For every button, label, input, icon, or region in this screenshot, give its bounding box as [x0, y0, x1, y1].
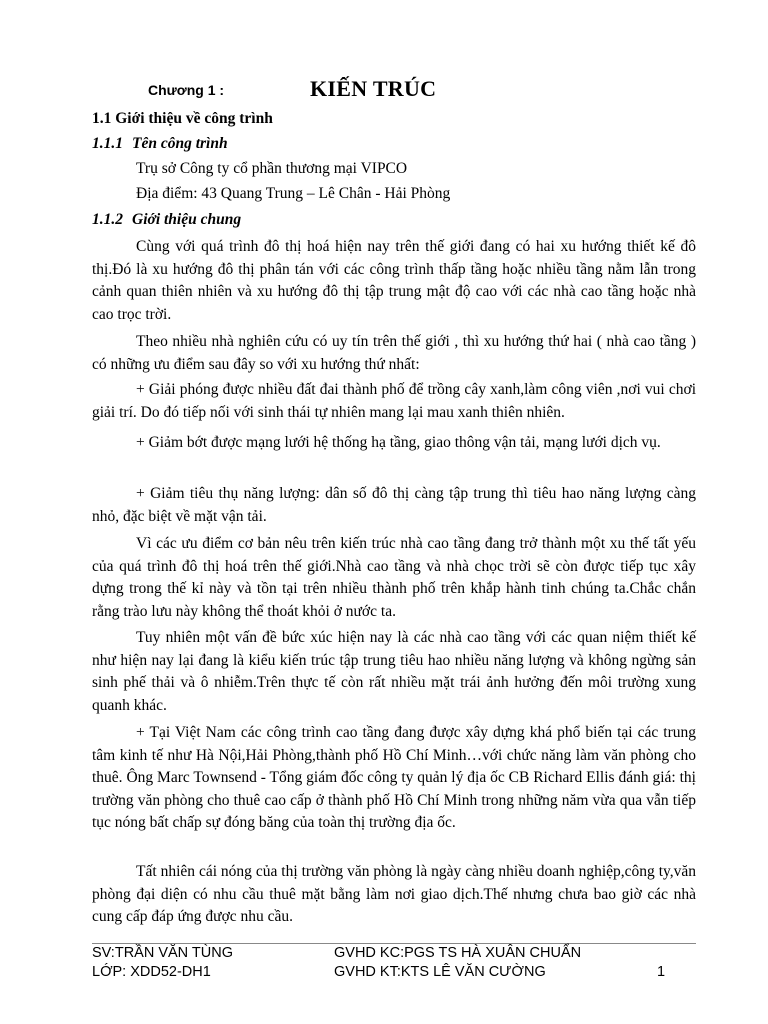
chapter-title: KIẾN TRÚC: [310, 76, 437, 101]
footer-divider: [92, 943, 696, 944]
project-location: Địa điểm: 43 Quang Trung – Lê Chân - Hải Phòng: [136, 185, 451, 202]
chapter-label: Chương 1 :: [148, 82, 225, 98]
paragraph: Tất nhiên cái nóng của thị trường văn phòng là ngày càng nhiều doanh nghiệp,công ty,văn phòng đại diện có nhu cầu thuê mặt bằng làm nơi giao dịch.Thế nhưng chưa bao giờ các nhà cung cấp đáp ứng được nhu cầu.: [92, 863, 696, 925]
bullet-paragraph: + Giảm bớt được mạng lưới hệ thống hạ tầng, giao thông vận tải, mạng lưới dịch vụ.: [136, 434, 661, 451]
bullet-paragraph: + Giảm tiêu thụ năng lượng: dân số đô thị càng tập trung thì tiêu hao năng lượng càng nhỏ, đặc biệt về mặt vận tải.: [92, 485, 696, 525]
paragraph: Vì các ưu điểm cơ bản nêu trên kiến trúc nhà cao tầng đang trở thành một xu thế tất yếu của quá trình đô thị hoá trên thế giới.Nhà cao tầng và nhà chọc trời sẽ còn được tiếp tục xây dựng trong thế kỉ này và tồn tại trên nhiều thành phố trên khắp hành tinh chúng ta.Chắc chắn rằng trào lưu này không thể thoát khỏi ở nước ta.: [92, 535, 696, 620]
project-name: Trụ sở Công ty cổ phần thương mại VIPCO: [136, 160, 408, 177]
chapter-heading: [0, 76, 768, 106]
page-number: 1: [657, 964, 666, 980]
subsection-number: 1.1.2: [92, 211, 123, 228]
paragraph: Cùng với quá trình đô thị hoá hiện nay trên thế giới đang có hai xu hướng thiết kế đô thị.Đó là xu hướng đô thị phân tán với các công trình thấp tầng hoặc nhiều tầng nằm lẫn trong cảnh quan thiên nhiên và xu hướng đô thị tập trung mật độ cao với các nhà cao tầng hoặc nhà cao trọc trời.: [92, 238, 696, 323]
subsection-heading-1-1-1: [92, 135, 228, 153]
subsection-number: 1.1.1: [92, 135, 123, 152]
bullet-paragraph: + Tại Việt Nam các công trình cao tầng đang được xây dựng khá phổ biến tại các trung tâm kinh tế như Hà Nội,Hải Phòng,thành phố Hồ Chí Minh…với chức năng làm văn phòng cho thuê. Ông Marc Townsend - Tổng giám đốc công ty quản lý địa ốc CB Richard Ellis đánh giá: thị trường văn phòng cho thuê cao cấp ở thành phố Hồ Chí Minh trong những năm vừa qua vẫn tiếp tục nóng bất chấp sự đóng băng của toàn thị trường địa ốc.: [92, 724, 696, 831]
subsection-title: Giới thiệu chung: [132, 211, 242, 228]
footer-class: LỚP: XDD52-DH1: [92, 964, 211, 980]
bullet-paragraph: + Giải phóng được nhiều đất đai thành phố để trồng cây xanh,làm công viên ,nơi vui chơi giải trí. Do đó tiếp nối với sinh thái tự nhiên mang lại mau xanh thiên nhiên.: [92, 381, 696, 421]
footer-advisor-structure: GVHD KC:PGS TS HÀ XUÂN CHUẨN: [334, 945, 582, 961]
subsection-title: Tên công trình: [132, 135, 228, 152]
section-heading-1-1: 1.1 Giới thiệu về công trình: [92, 110, 273, 127]
paragraph: Tuy nhiên một vấn đề bức xúc hiện nay là các nhà cao tầng với các quan niệm thiết kế như hiện nay lại đang là kiểu kiến trúc tập trung tiêu hao nhiều năng lượng và không ngừng sản sinh phế thải và ô nhiễm.Trên thực tế còn rất nhiều mặt trái ảnh hưởng đến môi trường xung quanh khác.: [92, 629, 696, 714]
footer-student: SV:TRẦN VĂN TÙNG: [92, 945, 233, 961]
subsection-heading-1-1-2: [92, 211, 241, 229]
footer-advisor-architecture: GVHD KT:KTS LÊ VĂN CƯỜNG: [334, 964, 546, 980]
paragraph: Theo nhiều nhà nghiên cứu có uy tín trên thế giới , thì xu hướng thứ hai ( nhà cao tầng ) có những ưu điểm sau đây so với xu hướng thứ nhất:: [92, 333, 696, 373]
